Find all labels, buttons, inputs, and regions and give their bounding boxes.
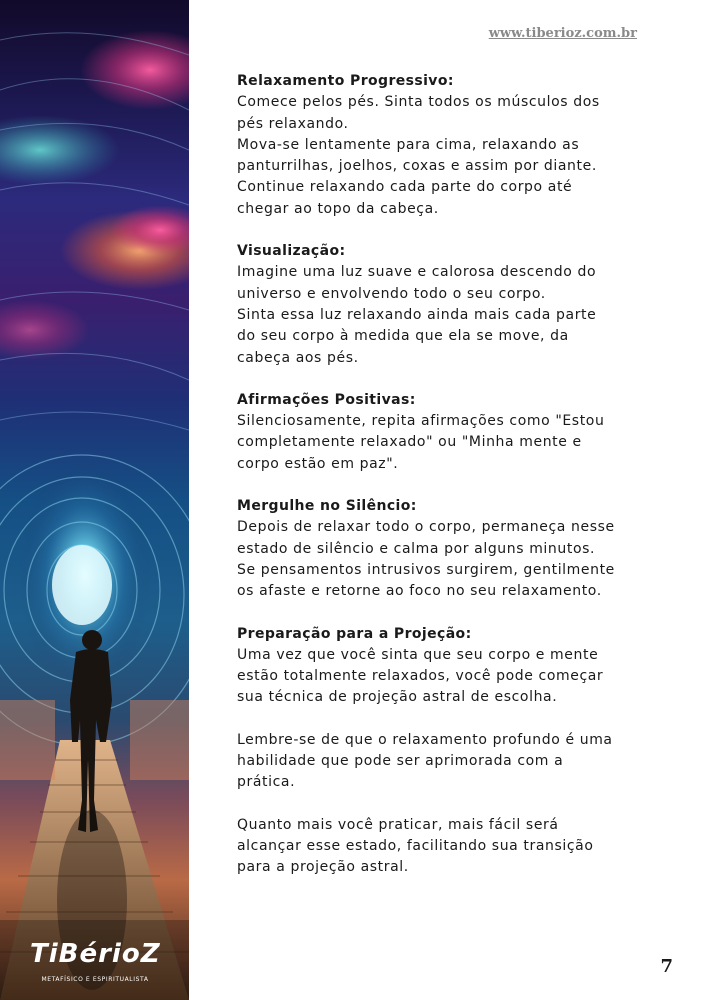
text-line: Quanto mais você praticar, mais fácil será [237,816,559,833]
page-number: 7 [660,956,673,977]
text-line: universo e envolvendo todo o seu corpo. [237,285,546,302]
text-line: chegar ao topo da cabeça. [237,200,439,217]
text-line: corpo estão em paz". [237,455,399,472]
text-line: para a projeção astral. [237,859,409,876]
section-visualizacao [237,241,657,369]
text-line: Se pensamentos intrusivos surgirem, gentilmente [237,561,615,578]
text-line: panturrilhas, joelhos, coxas e assim por diante. [237,158,597,175]
section-afirmacoes-positivas [237,390,657,475]
text-line: Depois de relaxar todo o corpo, permaneça nesse [237,519,615,536]
paragraph-lembre-se [237,730,657,794]
section-mergulhe-no-silencio [237,496,657,602]
text-line: Lembre-se de que o relaxamento profundo é uma [237,731,613,748]
section-preparacao-projecao [237,624,657,709]
text-line: do seu corpo à medida que ela se move, da [237,328,569,345]
text-line: prática. [237,774,296,791]
text-line: Imagine uma luz suave e calorosa descendo do [237,264,597,281]
site-url-link[interactable]: www.tiberioz.com.br [488,26,637,41]
logo-wordmark: TiBérioZ [30,939,161,969]
text-line: alcançar esse estado, facilitando sua transição [237,837,594,854]
section-heading: Preparação para a Projeção: [237,625,472,642]
section-heading: Visualização: [237,243,346,260]
text-line: Uma vez que você sinta que seu corpo e mente [237,646,599,663]
cosmic-tunnel-illustration [0,0,189,1000]
text-line: estado de silêncio e calma por alguns minutos. [237,540,596,557]
tiberioz-logo [30,940,160,983]
text-line: Comece pelos pés. Sinta todos os músculos dos [237,94,600,111]
page-content [237,71,657,900]
text-line: Sinta essa luz relaxando ainda mais cada parte [237,306,597,323]
text-line: os afaste e retorne ao foco no seu relaxamento. [237,583,602,600]
text-line: estão totalmente relaxados, você pode começar [237,668,604,685]
section-heading: Mergulhe no Silêncio: [237,498,417,515]
text-line: cabeça aos pés. [237,349,359,366]
text-line: pés relaxando. [237,115,349,132]
text-line: Silenciosamente, repita afirmações como "Estou [237,413,605,430]
paragraph-quanto-mais [237,815,657,879]
section-heading: Relaxamento Progressivo: [237,73,454,89]
text-line: Continue relaxando cada parte do corpo até [237,179,573,196]
section-relaxamento-progressivo [237,71,657,220]
text-line: habilidade que pode ser aprimorada com a [237,753,564,770]
text-line: completamente relaxado" ou "Minha mente e [237,434,582,451]
logo-tagline: METAFÍSICO E ESPIRITUALISTA [41,976,149,983]
text-line: Mova-se lentamente para cima, relaxando as [237,136,580,153]
section-heading: Afirmações Positivas: [237,391,416,408]
text-line: sua técnica de projeção astral de escolha. [237,689,558,706]
